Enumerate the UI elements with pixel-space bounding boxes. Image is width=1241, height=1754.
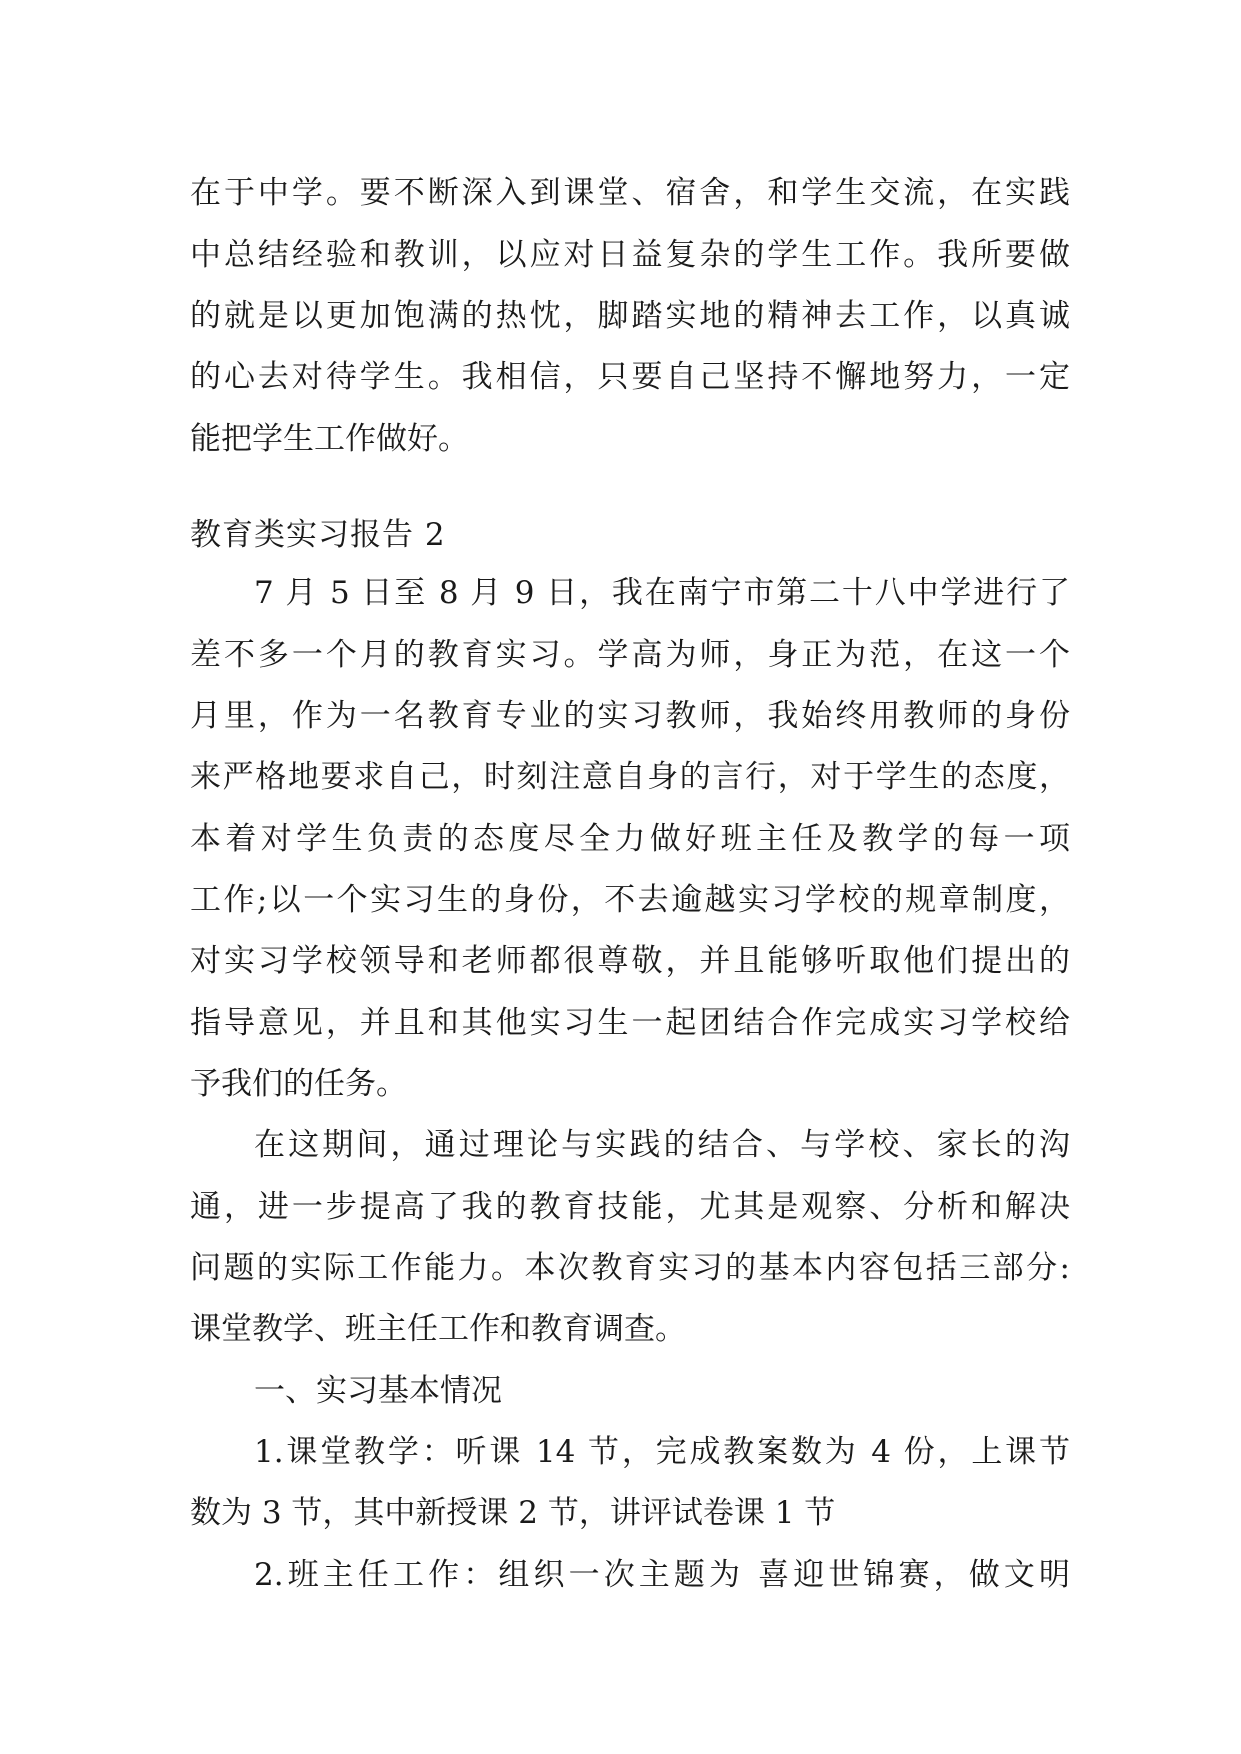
paragraph-line: 来严格地要求自己，时刻注意自身的言行，对于学生的态度， (190, 759, 1070, 795)
list-item-line: 1.课堂教学：听课 14 节，完成教案数为 4 份，上课节 (254, 1434, 1070, 1470)
paragraph-line: 通，进一步提高了我的教育技能，尤其是观察、分析和解决 (190, 1189, 1070, 1225)
paragraph-line: 能把学生工作做好。 (190, 421, 469, 457)
section-heading: 教育类实习报告 2 (190, 517, 446, 553)
paragraph-line: 的心去对待学生。我相信，只要自己坚持不懈地努力，一定 (190, 359, 1070, 395)
paragraph-line: 予我们的任务。 (190, 1066, 407, 1102)
paragraph-line: 在于中学。要不断深入到课堂、宿舍，和学生交流，在实践 (190, 175, 1070, 211)
paragraph-line: 课堂教学、班主任工作和教育调查。 (190, 1311, 686, 1347)
paragraph-line: 在这期间，通过理论与实践的结合、与学校、家长的沟 (254, 1127, 1070, 1163)
paragraph-line: 本着对学生负责的态度尽全力做好班主任及教学的每一项 (190, 821, 1070, 857)
paragraph-line: 7 月 5 日至 8 月 9 日，我在南宁市第二十八中学进行了 (254, 575, 1070, 611)
list-item-line: 2.班主任工作：组织一次主题为 喜迎世锦赛，做文明 (254, 1557, 1070, 1593)
list-item-line: 数为 3 节，其中新授课 2 节，讲评试卷课 1 节 (190, 1495, 836, 1531)
paragraph-line: 差不多一个月的教育实习。学高为师，身正为范，在这一个 (190, 637, 1070, 673)
paragraph-line: 问题的实际工作能力。本次教育实习的基本内容包括三部分: (190, 1250, 1070, 1286)
paragraph-line: 中总结经验和教训，以应对日益复杂的学生工作。我所要做 (190, 237, 1070, 273)
paragraph-line: 的就是以更加饱满的热忱，脚踏实地的精神去工作，以真诚 (190, 298, 1070, 334)
list-heading: 一、实习基本情况 (254, 1373, 502, 1409)
paragraph-line: 对实习学校领导和老师都很尊敬，并且能够听取他们提出的 (190, 943, 1070, 979)
paragraph-line: 工作;以一个实习生的身份，不去逾越实习学校的规章制度， (190, 882, 1070, 918)
paragraph-line: 月里，作为一名教育专业的实习教师，我始终用教师的身份 (190, 698, 1070, 734)
paragraph-line: 指导意见，并且和其他实习生一起团结合作完成实习学校给 (190, 1005, 1070, 1041)
